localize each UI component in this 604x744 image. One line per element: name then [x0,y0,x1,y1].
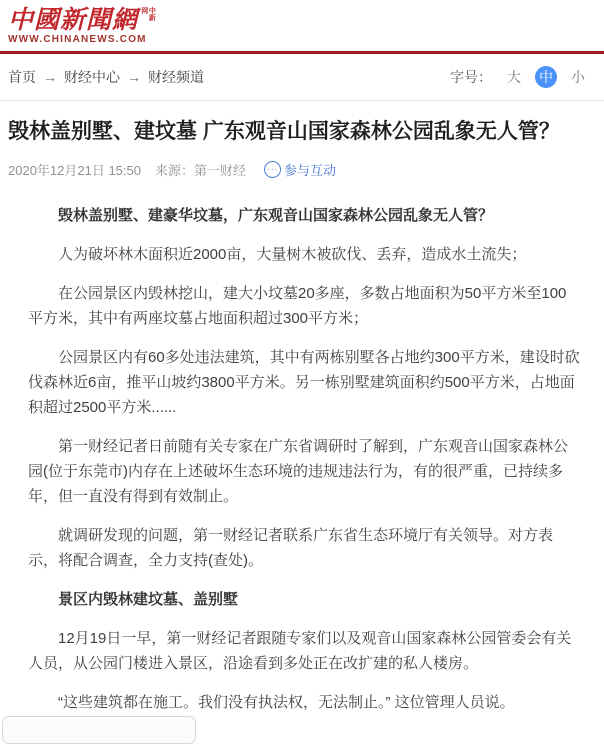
breadcrumb-separator: → [43,69,57,85]
publish-date: 2020年12月21日 15:50 [8,163,141,179]
breadcrumb [8,67,204,87]
article-subheading: 毁林盖别墅、建豪华坟墓，广东观音山国家森林公园乱象无人管？ [58,207,494,225]
breadcrumb-item-2[interactable]: 财经中心 [64,69,120,85]
font-size-control [450,66,594,88]
article-body [0,179,604,715]
breadcrumb-separator: → [127,69,141,85]
source-label: 来源：第一财经 [154,163,246,179]
site-logo-text: 中國新聞網 [8,5,139,34]
article-paragraph: 12月19日一早，第一财经记者跟随专家们以及观音山国家森林公园管委会有关人员，从公园门楼进入景区，沿途看到多处正在改扩建的私人楼房。 [28,630,572,673]
site-logo-url: WWW.CHINANEWS.COM [8,34,147,45]
site-logo-seal: 中新网 [140,7,156,21]
article-paragraph: “这些建筑都在施工。我们没有执法权，无法制止。” 这位管理人员说。 [58,694,515,712]
article-paragraph: 人为破坏林木面积近2000亩，大量树木被砍伐、丢弃，造成水土流失； [58,246,527,264]
speech-bubble-icon: ··· [264,161,281,178]
interact-label: 参与互动 [284,163,337,179]
breadcrumb-item-1[interactable]: 首页 [8,69,36,85]
font-size-option-中[interactable]: 中 [535,66,557,88]
article-paragraph: 公园景区内有60多处违法建筑，其中有两栋别墅各占地约300平方米，建设时砍伐森林近6亩，推平山坡约3800平方米。另一栋别墅建筑面积约500平方米，占地面积超过2500平方米...... [28,349,580,417]
article-title: 毁林盖别墅、建坟墓 广东观音山国家森林公园乱象无人管？ [8,120,560,143]
font-size-options [498,66,594,88]
font-size-option-小[interactable]: 小 [571,69,585,85]
font-size-option-大[interactable]: 大 [507,69,521,85]
breadcrumb-item-3[interactable]: 财经频道 [148,69,204,85]
font-size-label: 字号： [450,69,492,85]
article-paragraph: 就调研发现的问题，第一财经记者联系广东省生态环境厅有关领导。对方表示，将配合调查，全力支持(查处)。 [28,527,554,570]
interact-link[interactable] [264,160,336,179]
site-header [0,0,604,54]
article-subheading: 景区内毁林建坟墓、盖别墅 [58,591,239,609]
bottom-popup-cutoff [2,716,196,744]
article-paragraph: 在公园景区内毁林挖山，建大小坟墓20多座，多数占地面积为50平方米至100平方米，其中有两座坟墓占地面积超过300平方米； [28,285,567,328]
article-paragraph: 第一财经记者日前随有关专家在广东省调研时了解到，广东观音山国家森林公园(位于东莞市)内存在上述破坏生态环境的违规违法行为，有的很严重，已持续多年，但一直没有得到有效制止。 [28,438,569,506]
subheader-row [0,54,604,101]
site-logo[interactable] [8,7,155,45]
article-meta [8,160,596,179]
